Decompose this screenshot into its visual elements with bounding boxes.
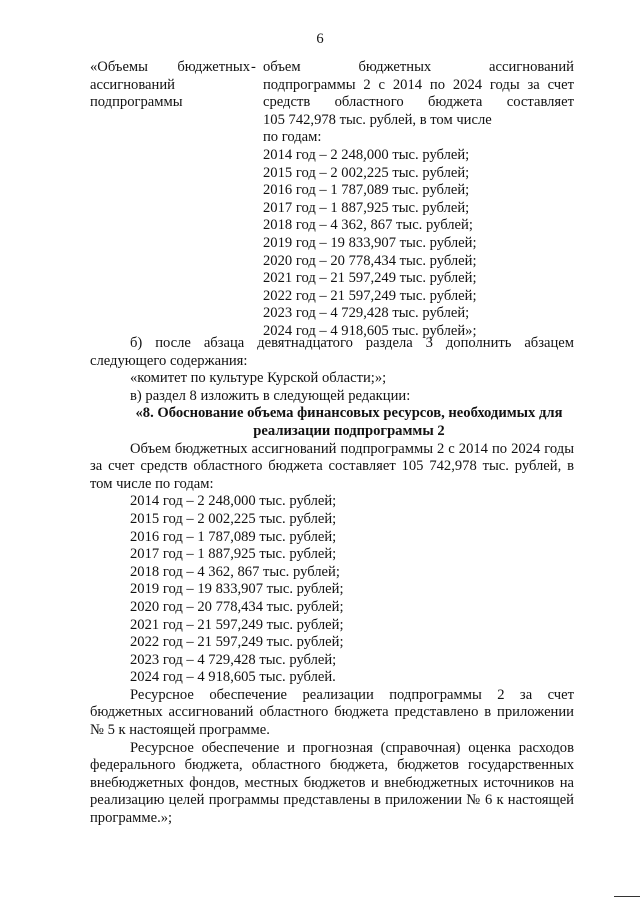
section-8-heading: «8. Обоснование объема финансовых ресурсов, необходимых для реализации подпрограммы 2 — [135, 405, 563, 439]
year-item: 2023 год – 4 729,428 тыс. рублей; — [130, 651, 337, 668]
passport-value — [263, 59, 574, 341]
year-item: 2014 год – 2 248,000 тыс. рублей; — [130, 493, 337, 510]
passport-value-line: по годам: — [263, 129, 322, 146]
year-item: 2024 год – 4 918,605 тыс. рублей»; — [263, 322, 477, 339]
passport-value-line: 105 742,978 тыс. рублей, в том числе — [263, 111, 492, 128]
paragraph-forecast: Ресурсное обеспечение и прогнозная (справочная) оценка расходов федерального бюджета, областного бюджета, бюджетов государственных внебюджетных фондов, местных бюджетов и внебюджетных источников на реализацию целей программы представлены в приложении № 6 к настоящей программе.»; — [90, 739, 574, 827]
year-item: 2017 год – 1 887,925 тыс. рублей; — [130, 546, 337, 563]
body-year-list — [90, 493, 574, 687]
year-item: 2018 год – 4 362, 867 тыс. рублей; — [130, 563, 340, 580]
paragraph-volume: Объем бюджетных ассигнований подпрограммы 2 с 2014 по 2024 годы за счет средств областного бюджета составляет 105 742,978 тыс. рублей, в том числе по годам: — [90, 440, 574, 492]
year-item: 2023 год – 4 729,428 тыс. рублей; — [263, 305, 470, 322]
year-item: 2024 год – 4 918,605 тыс. рублей. — [130, 669, 336, 686]
year-item: 2018 год – 4 362, 867 тыс. рублей; — [263, 217, 473, 234]
year-item: 2020 год – 20 778,434 тыс. рублей; — [130, 598, 344, 615]
year-item: 2015 год – 2 002,225 тыс. рублей; — [130, 510, 337, 527]
paragraph-resource: Ресурсное обеспечение реализации подпрограммы 2 за счет бюджетных ассигнований областного бюджета представлено в приложении № 5 к настоящей программе. — [90, 686, 574, 739]
passport-label-line: подпрограммы — [90, 94, 183, 111]
year-item: 2015 год – 2 002,225 тыс. рублей; — [263, 164, 470, 181]
paragraph-v: в) раздел 8 изложить в следующей редакции: — [130, 387, 411, 404]
year-item: 2017 год – 1 887,925 тыс. рублей; — [263, 199, 470, 216]
year-item: 2020 год – 20 778,434 тыс. рублей; — [263, 252, 477, 269]
year-item: 2016 год – 1 787,089 тыс. рублей; — [130, 528, 337, 545]
year-item: 2022 год – 21 597,249 тыс. рублей; — [263, 287, 477, 304]
passport-value-line: подпрограммы 2 с 2014 по 2024 годы за счет — [263, 76, 574, 93]
page-number: 6 — [316, 31, 324, 47]
passport-dash: - — [251, 59, 256, 75]
year-item: 2019 год – 19 833,907 тыс. рублей; — [263, 234, 477, 251]
paragraph-b: б) после абзаца девятнадцатого раздела 3 дополнить абзацем следующего содержания: — [90, 335, 574, 369]
paragraph-committee: «комитет по культуре Курской области;»; — [130, 370, 387, 387]
passport-value-line: объем бюджетных ассигнований — [263, 59, 574, 75]
passport-label-line: ассигнований — [90, 76, 175, 93]
year-item: 2019 год – 19 833,907 тыс. рублей; — [130, 581, 344, 598]
passport-label — [90, 59, 250, 112]
year-item: 2016 год – 1 787,089 тыс. рублей; — [263, 182, 470, 199]
passport-value-line: средств областного бюджета составляет — [263, 94, 574, 111]
year-item: 2014 год – 2 248,000 тыс. рублей; — [263, 146, 470, 163]
document-body — [90, 335, 574, 828]
year-item: 2021 год – 21 597,249 тыс. рублей; — [263, 270, 477, 287]
margin-mark — [614, 896, 640, 897]
passport-year-list — [263, 147, 574, 341]
passport-label-line: «Объемы бюджетных — [90, 59, 250, 75]
year-item: 2022 год – 21 597,249 тыс. рублей; — [130, 634, 344, 651]
year-item: 2021 год – 21 597,249 тыс. рублей; — [130, 616, 344, 633]
